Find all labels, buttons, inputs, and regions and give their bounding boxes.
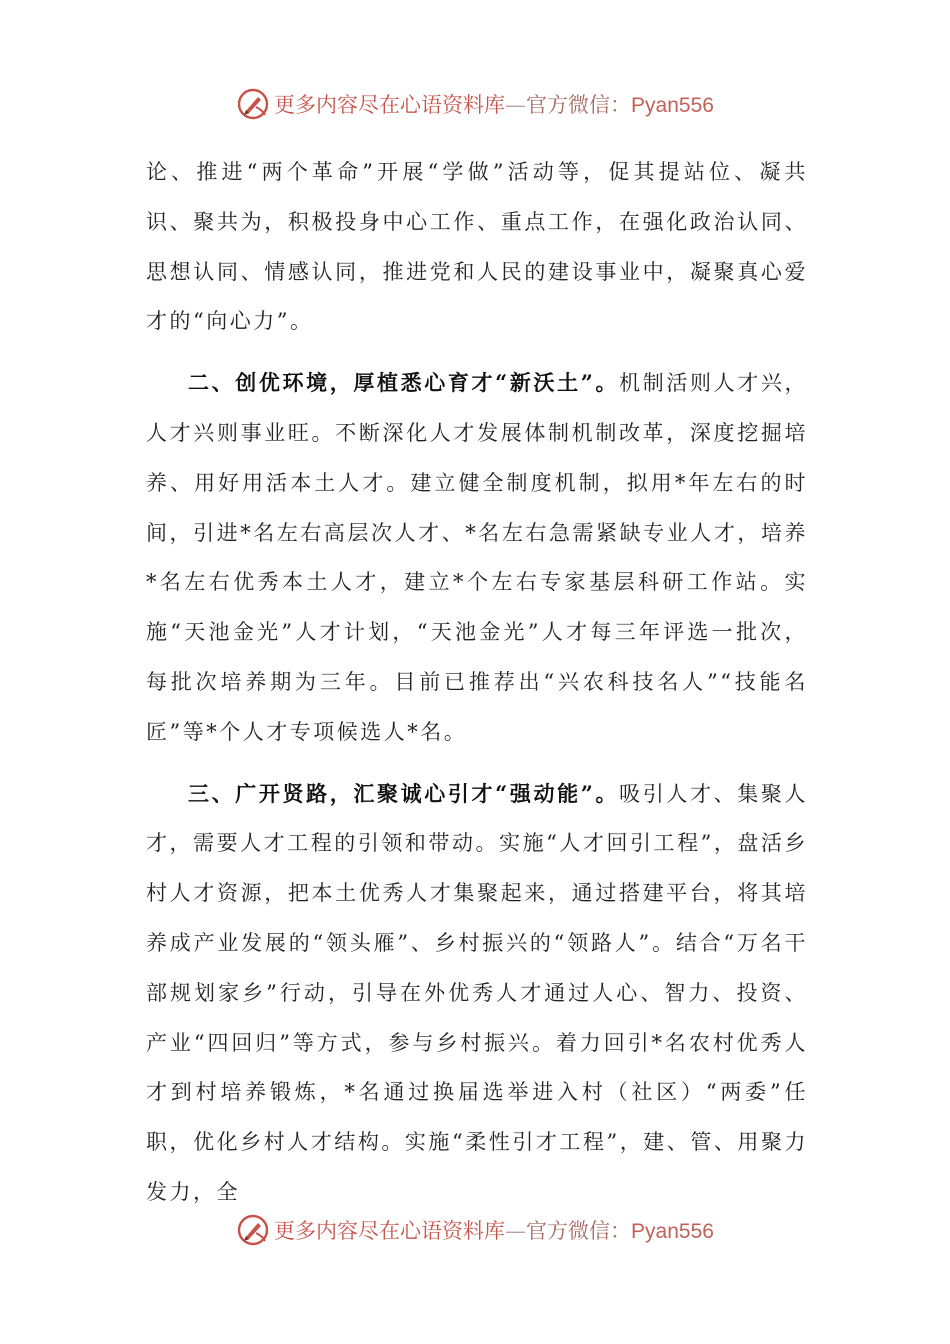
paragraph-3-body: 吸引人才、集聚人才，需要人才工程的引领和带动。实施“人才回引工程”，盘活乡村人才资源，把本土优秀人才集聚起来，通过搭建平台，将其培养成产业发展的“领头雁”、乡村振兴的“领路人”。结合“万名干部规划家乡”行动，引导在外优秀人才通过人心、智力、投资、产业“四回归”等方式，参与乡村振兴。着力回引*名农村优秀人才到村培养锻炼，*名通过换届选举进入村（社区）“两委”任职，优化乡村人才结构。实施“柔性引才工程”，建、管、用聚力发力，全 <box>146 781 808 1204</box>
paragraph-1: 论、推进“两个革命”开展“学做”活动等，促其提站位、凝共识、聚共为，积极投身中心工作、重点工作，在强化政治认同、思想认同、情感认同，推进党和人民的建设事业中，凝聚真心爱才的“向心力”。 <box>146 160 808 334</box>
paragraph-2 <box>146 358 808 757</box>
paragraph-3 <box>146 769 808 1218</box>
banner-dash: — <box>505 1219 527 1243</box>
banner-wechat-label: 官方微信 <box>526 1219 611 1243</box>
banner-wechat-id: Pyan556 <box>631 1220 714 1243</box>
paragraph-2-body: 机制活则人才兴，人才兴则事业旺。不断深化人才发展体制机制改革，深度挖掘培养、用好用活本土人才。建立健全制度机制，拟用*年左右的时间，引进*名左右高层次人才、*名左右急需紧缺专业人才，培养*名左右优秀本土人才，建立*个左右专家基层科研工作站。实施“天池金光”人才计划，“天池金光”人才每三年评选一批次，每批次培养期为三年。目前已推荐出“兴农科技名人”“技能名匠”等*个人才专项候选人*名。 <box>146 371 808 744</box>
banner-brand: 更多内容尽在心语资料库 <box>274 93 506 117</box>
banner-text <box>274 1215 714 1245</box>
paragraph-3-heading: 三、广开贤路，汇聚诚心引才“强动能”。 <box>188 780 620 806</box>
footer-banner <box>0 1210 950 1250</box>
banner-separator: ： <box>610 93 632 117</box>
header-banner <box>0 84 950 124</box>
pen-logo-icon <box>236 87 270 121</box>
paragraph-2-heading: 二、创优环境，厚植悉心育才“新沃土”。 <box>188 370 620 396</box>
banner-separator: ： <box>610 1219 632 1243</box>
banner-text <box>274 89 714 119</box>
banner-wechat-id: Pyan556 <box>631 94 714 117</box>
banner-brand: 更多内容尽在心语资料库 <box>274 1219 506 1243</box>
pen-logo-icon <box>236 1213 270 1247</box>
banner-dash: — <box>505 93 527 117</box>
document-body <box>146 148 808 1218</box>
banner-wechat-label: 官方微信 <box>526 93 611 117</box>
